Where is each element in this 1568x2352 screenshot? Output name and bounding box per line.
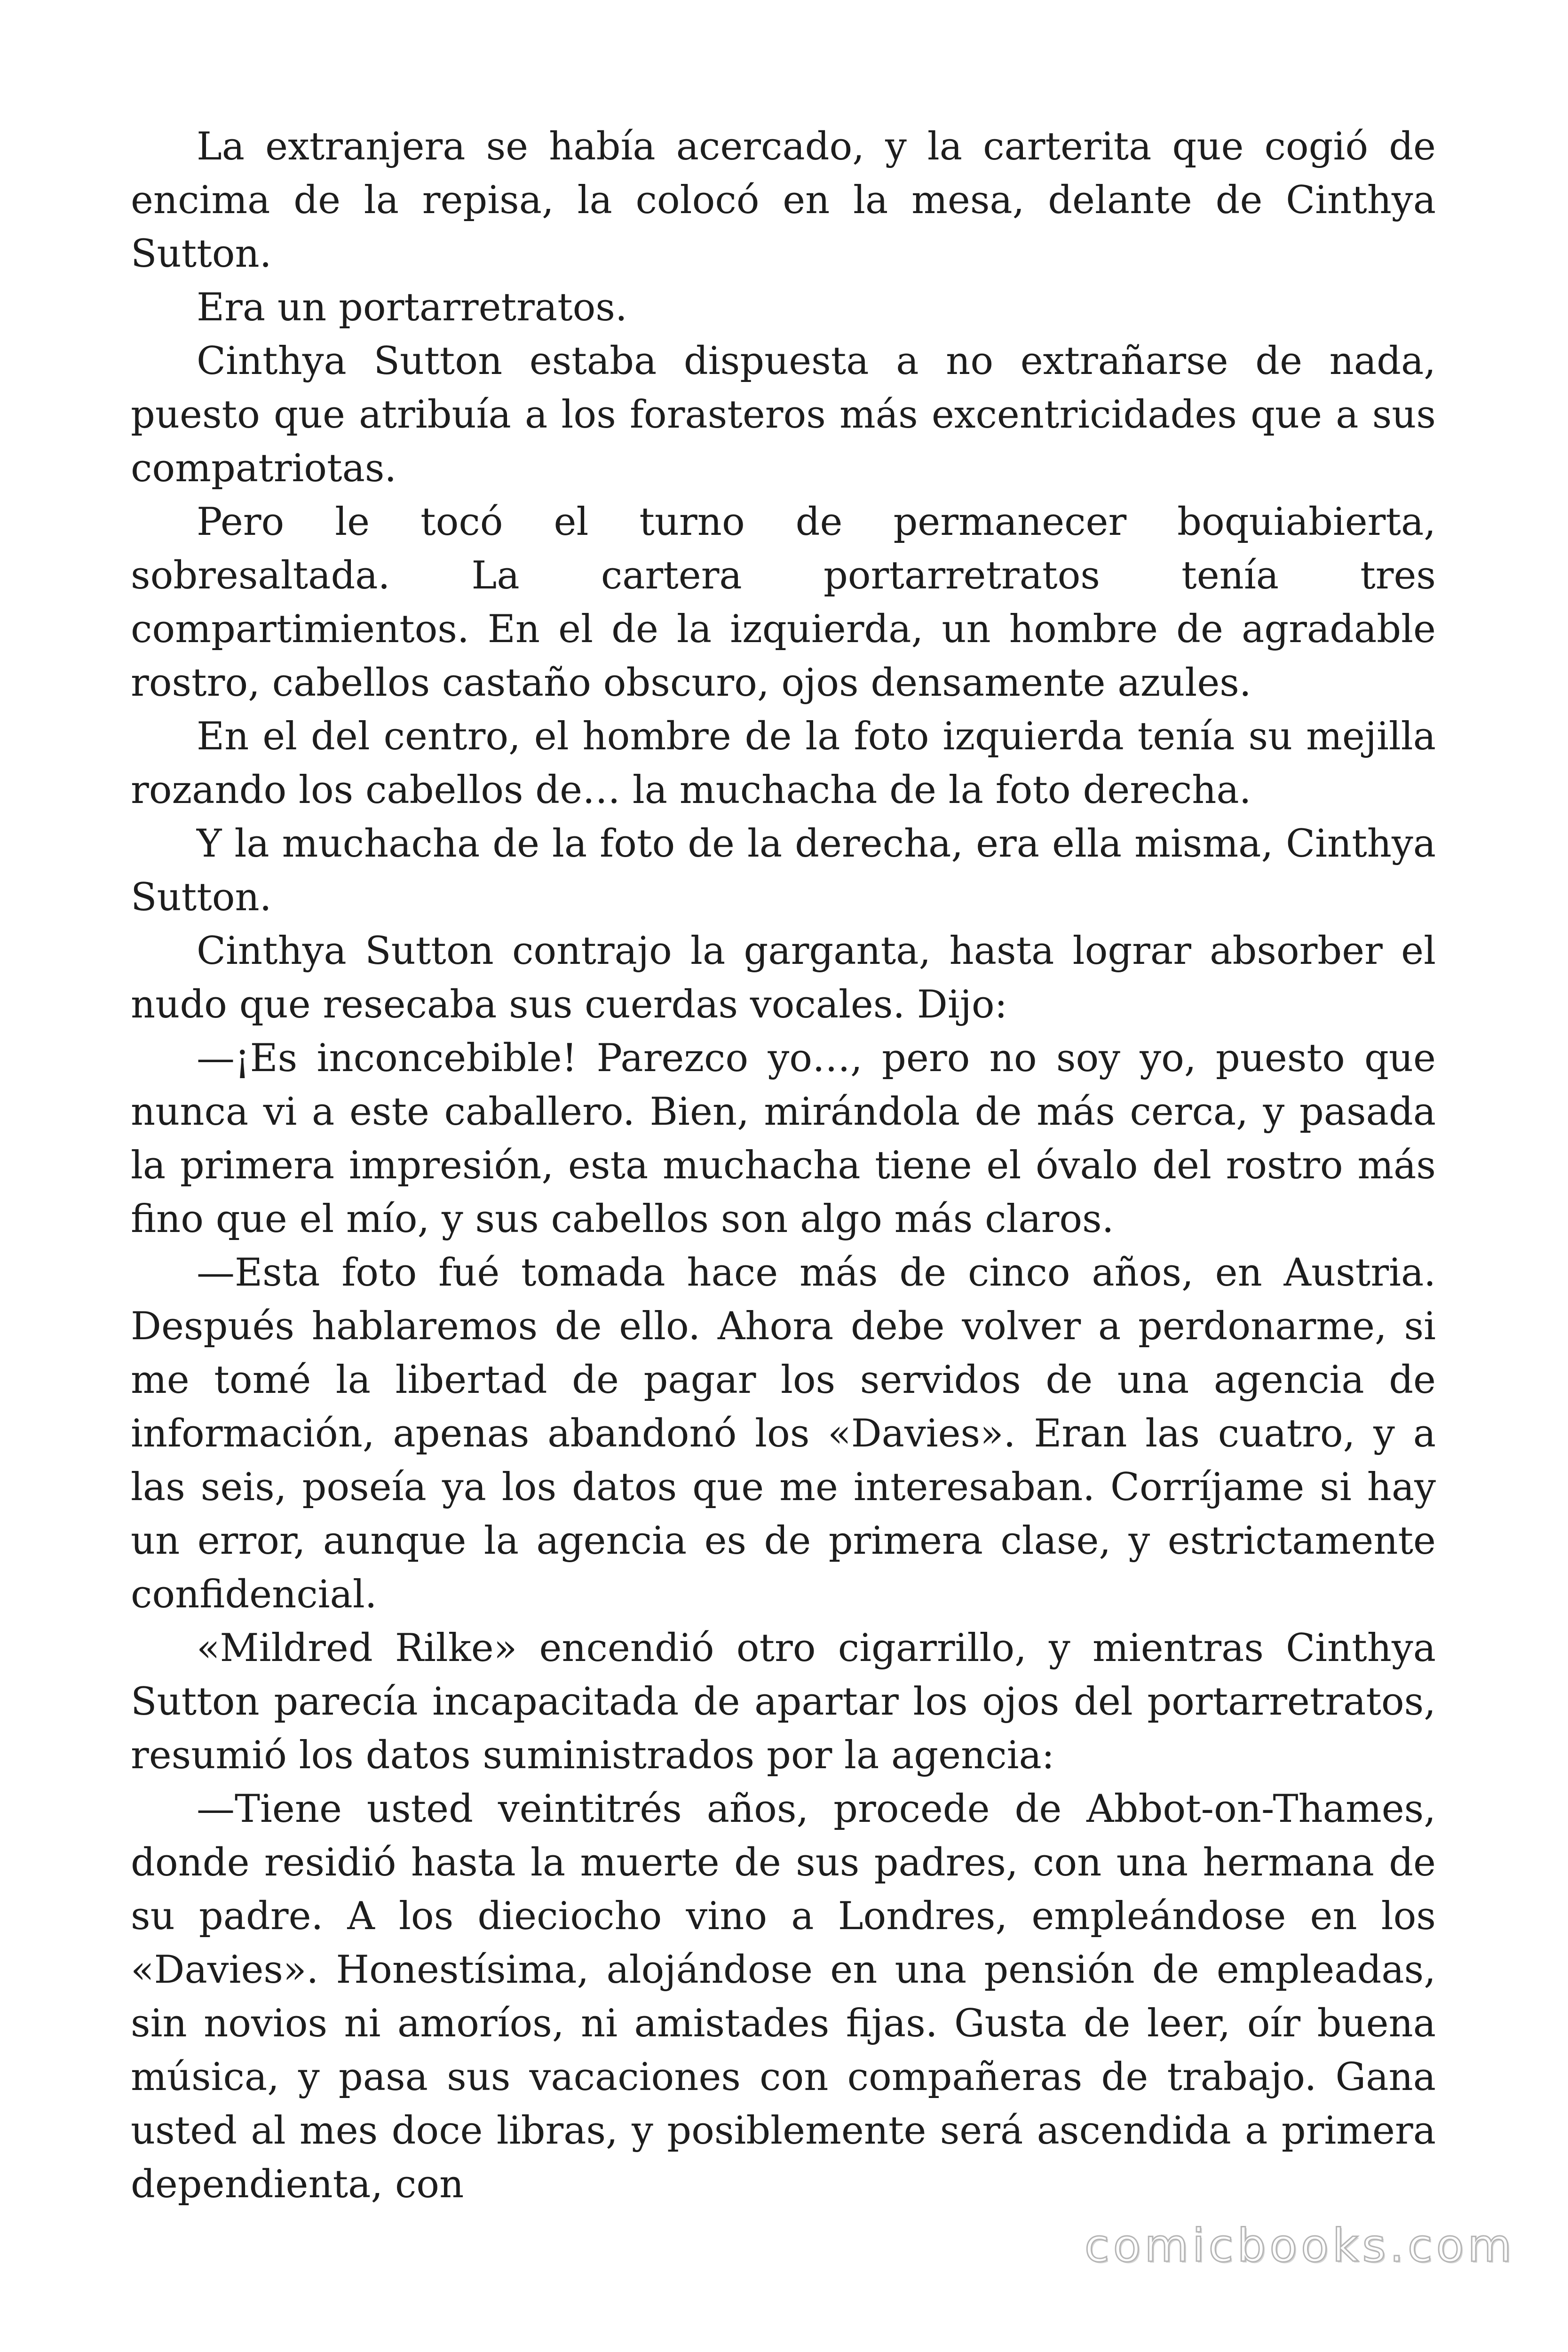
paragraph: Cinthya Sutton estaba dispuesta a no extrañarse de nada, puesto que atribuía a los forasteros más excentricidades que a sus compatriotas.	[131, 339, 1436, 491]
paragraph: Cinthya Sutton contrajo la garganta, hasta lograr absorber el nudo que resecaba sus cuerdas vocales. Dijo:	[131, 929, 1436, 1027]
paragraph: Y la muchacha de la foto de la derecha, era ella misma, Cinthya Sutton.	[131, 822, 1436, 920]
paragraph: —Tiene usted veintitrés años, procede de Abbot-on-Thames, donde residió hasta la muerte de sus padres, con una hermana de su padre. A los dieciocho vino a Londres, empleándose en los «Davies». Honestísima, alojándose en una pensión de empleadas, sin novios ni amoríos, ni amistades fijas. Gusta de leer, oír buena música, y pasa sus vacaciones con compañeras de trabajo. Gana usted al mes doce libras, y posiblemente será ascendida a primera dependienta, con	[131, 1787, 1436, 2207]
paragraph: Pero le tocó el turno de permanecer boquiabierta, sobresaltada. La cartera portarretratos tenía tres compartimientos. En el de la izquierda, un hombre de agradable rostro, cabellos castaño obscuro, ojos densamente azules.	[131, 500, 1436, 705]
paragraph: Era un portarretratos.	[197, 286, 627, 330]
paragraph: En el del centro, el hombre de la foto izquierda tenía su mejilla rozando los cabellos de… la muchacha de la foto derecha.	[131, 715, 1436, 812]
paragraph: —¡Es inconcebible! Parezco yo…, pero no soy yo, puesto que nunca vi a este caballero. Bien, mirándola de más cerca, y pasada la primera impresión, esta muchacha tiene el óvalo del rostro más fino que el mío, y sus cabellos son algo más claros.	[131, 1036, 1436, 1241]
paragraph: —Esta foto fué tomada hace más de cinco años, en Austria. Después hablaremos de ello. Ahora debe volver a perdonarme, si me tomé la libertad de pagar los servidos de una agencia de información, apenas abandonó los «Davies». Eran las cuatro, y a las seis, poseía ya los datos que me interesaban. Corríjame si hay un error, aunque la agencia es de primera clase, y estrictamente confidencial.	[131, 1251, 1436, 1617]
paragraph: La extranjera se había acercado, y la carterita que cogió de encima de la repisa, la colocó en la mesa, delante de Cinthya Sutton.	[131, 125, 1436, 276]
text-column	[131, 120, 1436, 2211]
paragraph: «Mildred Rilke» encendió otro cigarrillo, y mientras Cinthya Sutton parecía incapacitada de apartar los ojos del portarretratos, resumió los datos suministrados por la agencia:	[131, 1626, 1436, 1778]
watermark-logo: comicbooks.com	[1084, 2219, 1515, 2272]
